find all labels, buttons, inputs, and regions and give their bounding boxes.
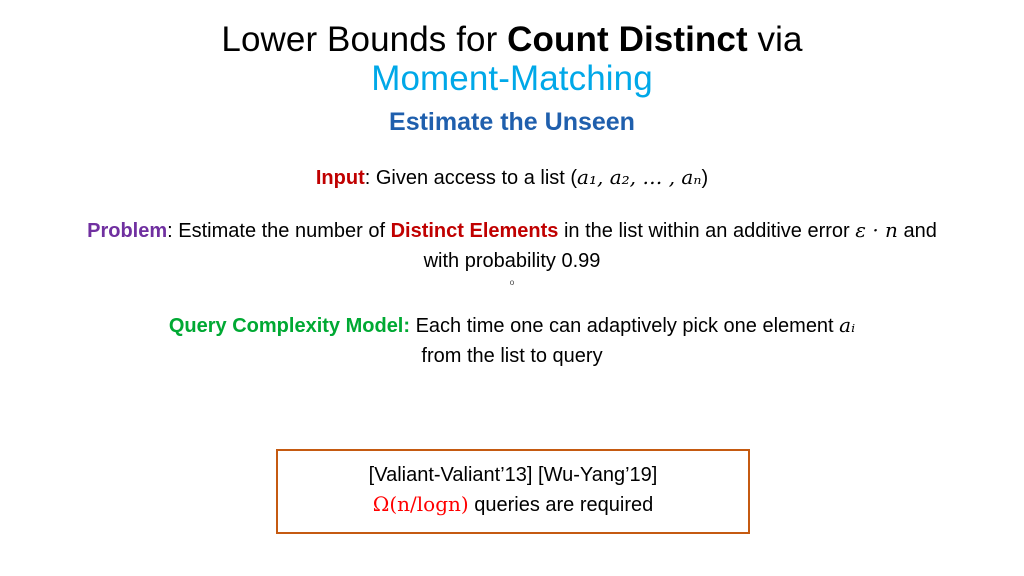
problem-label: Problem [87,220,168,243]
input-label: Input [315,167,365,190]
paragraph-query [47,310,977,371]
query-label: Query Complexity Model: [168,315,411,338]
paragraph-problem [47,215,977,288]
input-close-paren: ) [701,167,709,190]
input-text: : Given access to a list ( [364,167,578,190]
citation-formula: Ω(n/logn) [372,492,469,516]
input-list-math: a₁, a₂, … , aₙ [577,165,702,190]
problem-highlight: Distinct Elements [390,220,559,243]
citation-result [286,490,740,520]
problem-text-3: and with probability 0.99 [423,220,937,273]
problem-math: ε · n [855,218,898,243]
problem-text-1: : Estimate the number of [167,220,391,243]
paragraph-input [47,162,977,193]
title-line-1 [0,20,1024,59]
tiny-marker: o [509,278,515,288]
title-block [0,0,1024,136]
title-text-strong: Count Distinct [507,20,748,59]
citation-refs: [Valiant-Valiant’13] [Wu-Yang’19] [368,464,658,486]
citation-formula-tail: queries are required [468,494,654,516]
slide-subtitle: Estimate the Unseen [389,108,635,137]
title-text-lead: Lower Bounds for [221,20,508,59]
title-text-trail: via [747,20,803,59]
query-text-2: from the list to query [421,345,603,368]
problem-text-2: in the list within an additive error [558,220,856,243]
title-line-2: Moment-Matching [371,59,653,99]
body-block [0,162,1024,371]
citation-box [276,449,750,534]
query-text-1: Each time one can adaptively pick one element [410,315,840,338]
query-math: aᵢ [839,313,856,338]
